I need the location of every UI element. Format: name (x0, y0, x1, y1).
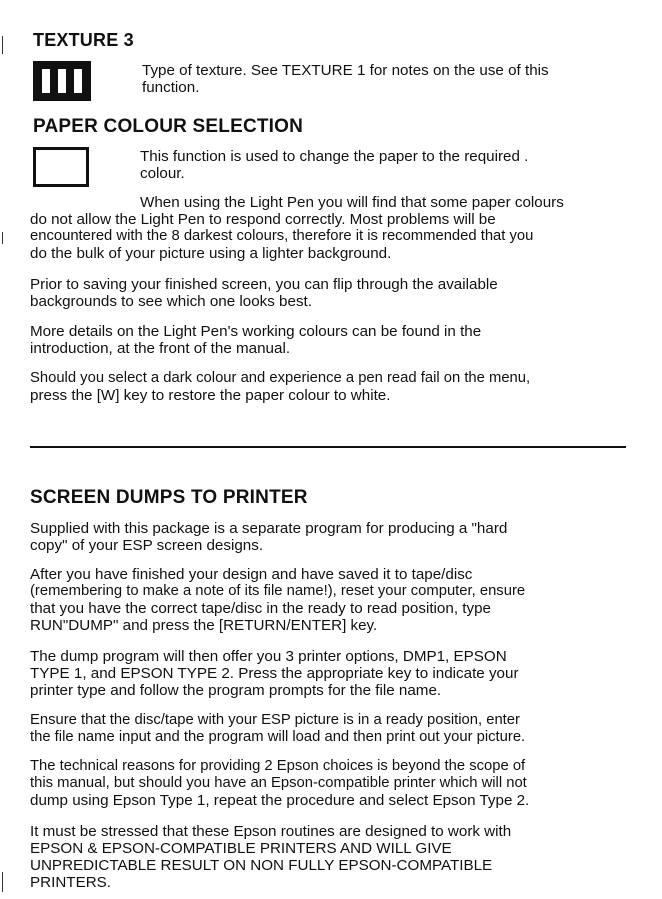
dump-intro-paragraph: Supplied with this package is a separate program for producing a "hard copy" of your ESP screen designs. (30, 520, 508, 554)
blank-paper-box-icon (33, 147, 89, 187)
ensure-disc-paragraph: Ensure that the disc/tape with your ESP picture is in a ready position, enter the file name input and the program will load and then print out your picture. (30, 712, 526, 745)
paper-colour-heading: PAPER COLOUR SELECTION (33, 116, 304, 137)
printer-options-paragraph: The dump program will then offer you 3 printer options, DMP1, EPSON TYPE 1, and EPSON TYPE 2. Press the appropriate key to indicate your printer type and follow the program prompts for the file name. (30, 648, 519, 699)
flip-backgrounds-paragraph: Prior to saving your finished screen, you can flip through the available backgrounds to see which one looks best. (30, 276, 498, 310)
epson-choices-paragraph: The technical reasons for providing 2 Epson choices is beyond the scope of this manual, but should you have an Epson-compatible printer which will not dump using Epson Type 1, repeat the procedure and select Epson Type 2. (30, 758, 530, 809)
dump-steps-paragraph: After you have finished your design and have saved it to tape/disc (remembering to make a note of its file name!), reset your computer, ensure that you have the correct tape/disc in the ready to read position, type RUN"DUMP" and press the [RETURN/ENTER] key. (30, 566, 526, 634)
texture3-heading: TEXTURE 3 (33, 30, 134, 50)
epson-warning-paragraph: It must be stressed that these Epson routines are designed to work with EPSON & EPSON-COMPATIBLE PRINTERS AND WILL GIVE UNPREDICTABLE RESULT ON NON FULLY EPSON-COMPATIBLE PRINTERS. (30, 823, 512, 891)
texture3-description: Type of texture. See TEXTURE 1 for notes on the use of this function. (142, 62, 549, 96)
texture-three-bars-icon (33, 61, 91, 101)
margin-mark (2, 36, 3, 54)
screen-dumps-heading: SCREEN DUMPS TO PRINTER (30, 487, 308, 508)
light-pen-paragraph: When using the Light Pen you will find that some paper colours do not allow the Light Pen to respond correctly. Most problems will be encountered with the 8 darkest colours, therefore it is recommended that you do the bulk of your picture using a lighter background. (30, 194, 564, 262)
paper-colour-intro: This function is used to change the paper to the required . colour. (140, 148, 529, 182)
light-pen-colours-paragraph: More details on the Light Pen's working colours can be found in the introduction, at the front of the manual. (30, 323, 482, 357)
section-divider (30, 446, 626, 448)
margin-mark (2, 872, 3, 892)
margin-mark (2, 232, 3, 244)
dark-colour-paragraph: Should you select a dark colour and experience a pen read fail on the menu, press the [W] key to restore the paper colour to white. (30, 370, 531, 404)
